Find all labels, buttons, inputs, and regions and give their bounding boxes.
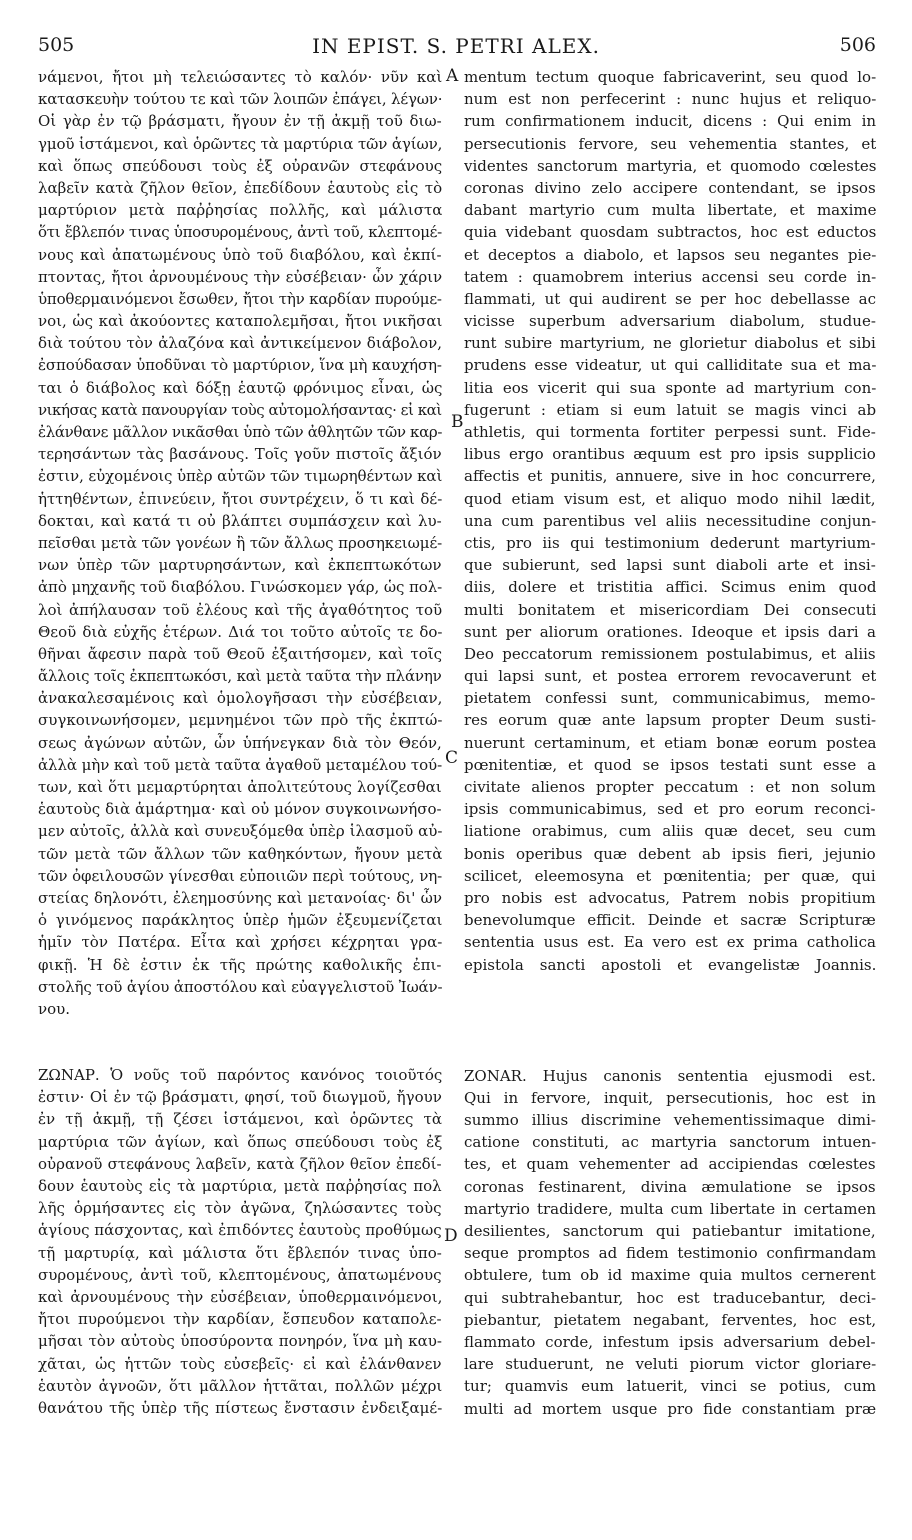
text-line: martyrio tradidere, multa cum libertate in certamen <box>464 1199 876 1218</box>
text-line: φικῇ. Ἡ δὲ ἐστιν ἐκ τῆς πρώτης καθολικῆς ἐπι- <box>38 955 442 974</box>
text-line: nuerunt certaminum, et etiam bonæ eorum postea <box>464 733 876 752</box>
margin-marker-b: B <box>451 412 464 432</box>
text-line: ipsis communicabimus, sed et pro eorum reconci- <box>464 800 876 819</box>
text-line: ὑποθερμαινόμενοι ἔσωθεν, ἤτοι τὴν καρδίαν πυρούμε- <box>38 289 442 308</box>
text-line: των, καὶ ὅτι μεμαρτύρηται ἀπολιτεύτους λογίζεσθαι <box>38 778 442 796</box>
page-number-right: 506 <box>839 34 876 56</box>
text-line: ἐλάνθανε μᾶλλον νικᾶσθαι ὑπὸ τῶν ἀθλητῶν τῶν καρ- <box>38 423 442 441</box>
text-line: τῶν μετὰ τῶν ἄλλων τῶν καθηκόντων, ἤγουν μετὰ <box>38 844 442 863</box>
text-line: οὐρανοῦ στεφάνους λαβεῖν, κατὰ ζῆλον θεῖον ἐπεδί- <box>38 1154 442 1173</box>
text-line: Θεοῦ διὰ εὐχῆς ἑτέρων. Διά τοι τοῦτο αὐτοῖς τε δο- <box>38 622 442 641</box>
text-line: στολῆς τοῦ ἁγίου ἀποστόλου καὶ εὐαγγελιστοῦ Ἰωάν- <box>38 977 442 996</box>
margin-marker-a: A <box>446 66 459 86</box>
text-line: civitate alienos propter peccatum : et non solum <box>464 778 876 796</box>
text-line: quia videbant quosdam subtractos, hoc est eductos <box>464 223 876 242</box>
text-line: coronas divino zelo accipere contendant, se ipsos <box>464 178 876 197</box>
latin-column <box>464 66 876 1420</box>
text-line: sunt per aliorum orationes. Ideoque et ipsis dari a <box>464 622 876 641</box>
text-line: videntes sanctorum martyria, et quomodo cœlestes <box>464 156 876 175</box>
text-line: ἄλλοις τοῖς ἐκπεπτωκόσι, καὶ μετὰ ταῦτα τὴν πλάνην <box>38 667 442 686</box>
text-line: ΖΩΝΑΡ. Ὁ νοῦς τοῦ παρόντος κανόνος τοιοῦτός <box>38 1066 442 1085</box>
text-line: desilientes, sanctorum qui patiebantur imitatione, <box>464 1222 876 1240</box>
text-line: συρομένους, ἀντὶ τοῦ, κλεπτομένους, ἀπατωμένους <box>38 1265 442 1284</box>
text-line: tatem : quamobrem interius accensi seu corde in- <box>464 267 876 286</box>
text-line: dabant martyrio cum multa libertate, et maxime <box>464 201 876 220</box>
page-number-left: 505 <box>38 34 75 56</box>
text-line: tes, et quam vehementer ad accipiendas cœlestes <box>464 1155 876 1174</box>
text-line: ἐσπούδασαν ὑποδῦναι τὸ μαρτύριον, ἵνα μὴ καυχήση- <box>38 356 442 375</box>
text-line: ἡμῖν τὸν Πατέρα. Εἶτα καὶ χρήσει κέχρηται γρα- <box>38 933 442 952</box>
text-line: κατασκευὴν τούτου τε καὶ τῶν λοιπῶν ἐπάγει, λέγων· <box>38 90 442 109</box>
text-line: tur; quamvis eum latuerit, vinci se potius, cum <box>464 1377 876 1396</box>
text-line: seque promptos ad fidem testimonio confirmandam <box>464 1244 876 1263</box>
text-line: fugerunt : etiam si eum latuit se magis vinci ab <box>464 400 876 419</box>
text-line: πτοντας, ἤτοι ἀρνουμένους τὴν εὐσέβειαν· ὧν χάριν <box>38 267 442 286</box>
text-line: διὰ τούτου τὸν ἀλαζόνα καὶ ἀντικείμενον διάβολον, <box>38 334 442 353</box>
margin-marker-d: D <box>444 1226 458 1246</box>
text-line: qui lapsi sunt, et postea errorem revocaverunt et <box>464 667 876 686</box>
text-line: καὶ ἀρνουμένους τὴν εὐσέβειαν, ὑποθερμαινόμενοι, <box>38 1287 442 1306</box>
text-line: bonis operibus quæ debent ab ipsis fieri, jejunio <box>464 844 876 863</box>
text-line: catione constituti, ac martyria sanctorum intuen- <box>464 1133 876 1152</box>
text-line: quod etiam visum est, et aliquo modo nihil lædit, <box>464 489 876 508</box>
text-line: mentum tectum quoque fabricaverint, seu quod lo- <box>464 68 876 86</box>
text-line: pœnitentiæ, et quod se ipsos testati sunt esse a <box>464 755 876 774</box>
text-line: affectis et punitis, annuere, sive in hoc concurrere, <box>464 467 876 486</box>
text-line: una cum parentibus vel aliis necessitudine conjun- <box>464 511 876 530</box>
text-line: ctis, pro iis qui testimonium dederunt martyrium- <box>464 533 876 552</box>
text-line: πεῖσθαι μετὰ τῶν γονέων ἢ τῶν ἄλλως προσηκειωμέ- <box>38 533 442 552</box>
text-line: νους καὶ ἀπατωμένους ὑπὸ τοῦ διαβόλου, καὶ ἐκπί- <box>38 245 442 264</box>
text-line: δοκται, καὶ κατά τι οὐ βλάπτει συμπάσχειν καὶ λυ- <box>38 511 442 530</box>
text-line: τῶν ὀφειλουσῶν γίνεσθαι εὐποιιῶν περὶ τούτους, νη- <box>38 866 442 885</box>
text-line: λοὶ ἀπήλαυσαν τοῦ ἐλέους καὶ τῆς ἀγαθότητος τοῦ <box>38 600 442 619</box>
greek-commentary <box>38 66 442 1020</box>
text-line: λῆς ὁρμήσαντες εἰς τὸν ἀγῶνα, ζηλώσαντες τοὺς <box>38 1199 442 1218</box>
text-line: ἑαυτὸν ἀγνοῶν, ὅτι μᾶλλον ἡττᾶται, πολλῶν μέχρι <box>38 1376 442 1395</box>
text-line: et deceptos a diabolo, et lapsos seu negantes pie- <box>464 245 876 264</box>
running-title: IN EPIST. S. PETRI ALEX. <box>312 34 600 58</box>
text-line: Οἱ γὰρ ἐν τῷ βράσματι, ἤγουν ἐν τῇ ἀκμῇ τοῦ διω- <box>38 112 442 131</box>
text-line: multi ad mortem usque pro fide constantiam præ <box>464 1399 876 1418</box>
text-line: Qui in fervore, inquit, persecutionis, hoc est in <box>464 1088 876 1107</box>
text-line: στείας δηλονότι, ἐλεημοσύνης καὶ μετανοίας· δι' ὧν <box>38 888 442 907</box>
text-line: χᾶται, ὡς ἡττῶν τοὺς εὐσεβεῖς· εἰ καὶ ἐλάνθανεν <box>38 1354 442 1373</box>
text-line: ἐστιν, εὐχομένοις ὑπὲρ αὐτῶν τῶν τιμωρηθέντων καὶ <box>38 467 442 486</box>
text-line: flammato corde, infestum ipsis adversarium debel- <box>464 1332 876 1351</box>
text-line: multi bonitatem et misericordiam Dei consecuti <box>464 600 876 619</box>
text-line: ἤτοι πυρούμενοι τὴν καρδίαν, ἔσπευδον καταπολε- <box>38 1310 442 1329</box>
text-line: μαρτύρια τῶν ἁγίων, καὶ ὅπως σπεύδουσι τοὺς ἐξ <box>38 1132 442 1151</box>
text-line: δουν ἑαυτοὺς εἰς τὰ μαρτύρια, μετὰ παῤῥησίας πολ <box>38 1177 442 1195</box>
text-line: que subierunt, sed lapsi sunt diaboli arte et insi- <box>464 556 876 575</box>
margin-marker-c: C <box>445 748 459 768</box>
text-line: ἀπὸ μηχανῆς τοῦ διαβόλου. Γινώσκομεν γάρ, ὡς πολ- <box>38 578 442 597</box>
text-line: epistola sancti apostoli et evangelistæ Joannis. <box>464 955 876 974</box>
text-line: μαρτύριον μετὰ παῤῥησίας πολλῆς, καὶ μάλιστα <box>38 201 442 220</box>
text-line: litia eos vicerit qui sua sponte ad martyrium con- <box>464 378 876 397</box>
text-line: ἀνακαλεσαμένοις καὶ ὁμολογῆσασι τὴν εὐσέβειαν, <box>38 689 442 708</box>
text-line: ἐστιν· Οἱ ἐν τῷ βράσματι, φησί, τοῦ διωγμοῦ, ἤγουν <box>38 1088 442 1107</box>
text-line: liatione orabimus, cum aliis quæ decet, seu cum <box>464 822 876 841</box>
text-line: ἐν τῇ ἀκμῇ, τῇ ζέσει ἱστάμενοι, καὶ ὁρῶντες τὰ <box>38 1110 442 1129</box>
text-line: ἡττηθέντων, ἐπινεύειν, ἤτοι συντρέχειν, ὅ τι καὶ δέ- <box>38 489 442 508</box>
text-line: νων ὑπὲρ τῶν μαρτυρησάντων, καὶ ἐκπεπτωκότων <box>38 556 442 575</box>
text-line: ZONAR. Hujus canonis sententia ejusmodi est. <box>464 1066 876 1085</box>
text-line: ἑαυτοὺς διὰ ἁμάρτημα· καὶ οὐ μόνον συγκοινωνήσο- <box>38 800 442 819</box>
text-line: prudens esse videatur, ut qui calliditate sua et ma- <box>464 356 876 375</box>
text-line: pietatem confessi sunt, communicabimus, memo- <box>464 689 876 708</box>
text-line: ἀλλὰ μὴν καὶ τοῦ μετὰ ταῦτα ἀγαθοῦ μεταμέλου τού- <box>38 755 442 774</box>
text-line: ται ὁ διάβολος καὶ δόξῃ ἑαυτῷ φρόνιμος εἶναι, ὡς <box>38 378 442 397</box>
text-line: piebantur, pietatem negabant, ferventes, hoc est, <box>464 1310 876 1329</box>
text-line: pro nobis est advocatus, Patrem nobis propitium <box>464 888 876 907</box>
text-line: θῆναι ἄφεσιν παρὰ τοῦ Θεοῦ ἐξαιτήσομεν, καὶ τοῖς <box>38 644 442 663</box>
text-line: rum confirmationem inducit, dicens : Qui enim in <box>464 112 876 131</box>
latin-zonaras-commentary <box>464 1065 876 1420</box>
text-line: num est non perfecerint : nunc hujus et reliquo- <box>464 90 876 109</box>
text-line: μῆσαι τὸν αὐτοὺς ὑποσύροντα πονηρόν, ἵνα μὴ καυ- <box>38 1332 442 1351</box>
text-line: diis, dolere et tristitia affici. Scimus enim quod <box>464 578 876 597</box>
text-line: qui subtrahebantur, hoc est traducebantur, deci- <box>464 1288 876 1307</box>
greek-column <box>38 66 442 1419</box>
text-line: coronas festinarent, divina æmulatione se ipsos <box>464 1177 876 1196</box>
text-line: Deo peccatorum remissionem postulabimus, et aliis <box>464 644 876 663</box>
text-line: athletis, qui tormenta fortiter perpessi sunt. Fide- <box>464 423 876 441</box>
text-line: ἁγίους πάσχοντας, καὶ ἐπιδόντες ἑαυτοὺς προθύμως <box>38 1221 442 1240</box>
text-line: ὅτι ἔβλεπόν τινας ὑποσυρομένους, ἀντὶ τοῦ, κλεπτομέ- <box>38 223 442 242</box>
text-line: lare studuerunt, ne veluti piorum victor gloriare- <box>464 1355 876 1374</box>
text-line: runt subire martyrium, ne glorietur diabolus et sibi <box>464 334 876 353</box>
text-line: σεως ἀγώνων αὐτῶν, ὧν ὑπήνεγκαν διὰ τὸν Θεόν, <box>38 733 442 752</box>
text-line: τῇ μαρτυρίᾳ, καὶ μάλιστα ὅτι ἔβλεπόν τινας ὑπο- <box>38 1243 442 1262</box>
text-line: νου. <box>38 999 71 1018</box>
text-line: summo illius discrimine vehementissimaque dimi- <box>464 1111 876 1130</box>
text-line: flammati, ut qui audirent se per hoc debellasse ac <box>464 289 876 308</box>
text-line: συγκοινωνήσομεν, μεμνημένοι τῶν πρὸ τῆς ἐκπτώ- <box>38 711 442 730</box>
text-line: γμοῦ ἱστάμενοι, καὶ ὁρῶντες τὰ μαρτύρια τῶν ἁγίων, <box>38 134 442 153</box>
text-line: sententia usus est. Ea vero est ex prima catholica <box>464 933 876 952</box>
text-line: θανάτου τῆς ὑπὲρ τῆς πίστεως ἔνστασιν ἐνδειξαμέ- <box>38 1398 442 1417</box>
text-line: καὶ ὅπως σπεύδουσι τοὺς ἐξ οὐρανῶν στεφάνους <box>38 156 442 175</box>
text-line: vicisse superbum adversarium diabolum, studue- <box>464 312 876 331</box>
text-line: res eorum quæ ante lapsum propter Deum susti- <box>464 711 876 730</box>
text-line: persecutionis fervore, seu vehementia stantes, et <box>464 134 876 153</box>
text-line: λαβεῖν κατὰ ζῆλον θεῖον, ἐπεδίδουν ἑαυτοὺς εἰς τὸ <box>38 178 442 197</box>
section-gap <box>464 976 876 1065</box>
text-line: libus ergo orantibus æquum est pro ipsis supplicio <box>464 445 876 464</box>
text-line: ὁ γινόμενος παράκλητος ὑπὲρ ἡμῶν ἐξευμενίζεται <box>38 911 442 930</box>
text-line: benevolumque efficit. Deinde et sacræ Scripturæ <box>464 911 876 930</box>
text-line: νάμενοι, ἤτοι μὴ τελειώσαντες τὸ καλόν· νῦν καὶ <box>38 68 442 86</box>
text-line: μεν αὐτοῖς, ἀλλὰ καὶ συνευξόμεθα ὑπὲρ ἱλασμοῦ αὐ- <box>38 822 442 841</box>
text-line: τερησάντων τὰς βασάνους. Τοῖς γοῦν πιστοῖς ἄξιόν <box>38 445 442 464</box>
section-gap <box>38 1020 442 1064</box>
text-line: scilicet, eleemosyna et pœnitentia; per quæ, qui <box>464 866 876 885</box>
greek-zonaras-commentary <box>38 1064 442 1419</box>
text-line: νοι, ὡς καὶ ἀκούοντες καταπολεμῆσαι, ἤτοι νικῆσαι <box>38 312 442 331</box>
text-line: obtulere, tum ob id maxime quia multos cernerent <box>464 1266 876 1285</box>
text-line: νικήσας κατὰ πανουργίαν τοὺς αὐτομολήσαντας· εἰ καὶ <box>38 400 442 419</box>
page-header <box>0 34 912 64</box>
latin-commentary <box>464 66 876 976</box>
